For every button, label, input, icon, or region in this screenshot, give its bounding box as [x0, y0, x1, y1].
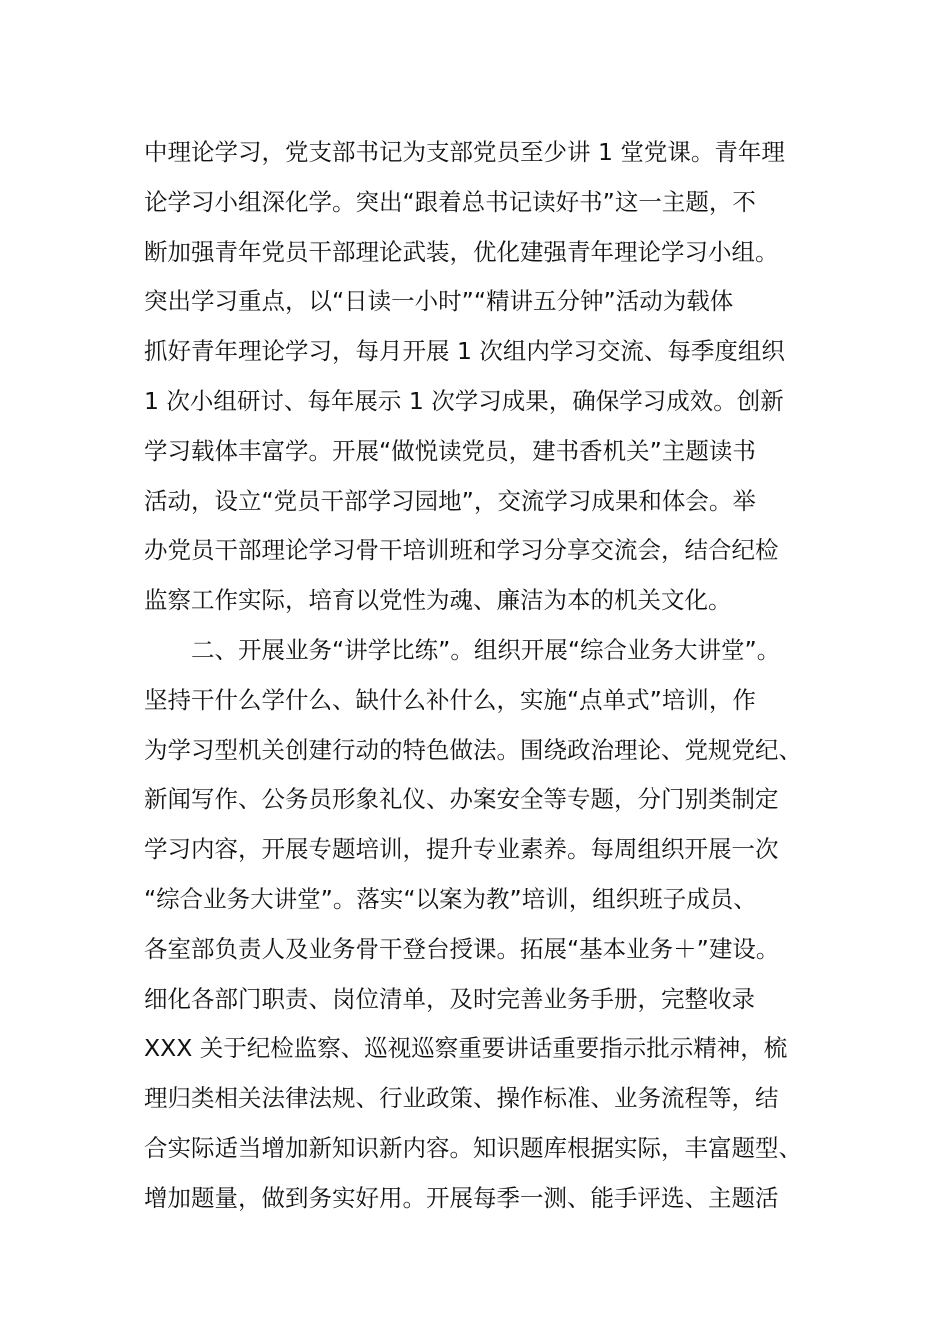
- text-line: 中理论学习，党支部书记为支部党员至少讲 1 堂党课。青年理: [144, 138, 785, 166]
- text-line: 细化各部门职责、岗位清单，及时完善业务手册，完整收录: [144, 984, 755, 1013]
- text-line: 抓好青年理论学习，每月开展 1 次组内学习交流、每季度组织: [144, 337, 785, 366]
- document-body: [144, 128, 834, 1224]
- text-line: 学习载体丰富学。开展“做悦读党员，建书香机关”主题读书: [144, 436, 756, 465]
- text-line: 学习内容，开展专题培训，提升专业素养。每周组织开展一次: [144, 835, 779, 864]
- text-line: XXX 关于纪检监察、巡视巡察重要讲话重要指示批示精神，梳: [144, 1034, 788, 1063]
- text-line: 坚持干什么学什么、缺什么补什么，实施“点单式”培训，作: [144, 685, 756, 714]
- text-line: 突出学习重点，以“日读一小时”“精讲五分钟”活动为载体: [144, 287, 734, 316]
- text-line: 理归类相关法律法规、行业政策、操作标准、业务流程等，结: [144, 1084, 779, 1113]
- text-line: 活动，设立“党员干部学习园地”，交流学习成果和体会。举: [144, 486, 756, 515]
- section-heading-line: 二、开展业务“讲学比练”。组织开展“综合业务大讲堂”。: [191, 635, 781, 664]
- text-line: “综合业务大讲堂”。落实“以案为教”培训，组织班子成员、: [144, 884, 757, 913]
- text-line: 合实际适当增加新知识新内容。知识题库根据实际，丰富题型、: [144, 1133, 802, 1162]
- text-line: 办党员干部理论学习骨干培训班和学习分享交流会，结合纪检: [144, 536, 779, 565]
- text-line: 监察工作实际，培育以党性为魂、廉洁为本的机关文化。: [144, 586, 732, 615]
- text-line: 1 次小组研讨、每年展示 1 次学习成果，确保学习成效。创新: [144, 386, 784, 415]
- text-line: 断加强青年党员干部理论武装，优化建强青年理论学习小组。: [144, 237, 779, 266]
- text-line: 为学习型机关创建行动的特色做法。围绕政治理论、党规党纪、: [144, 735, 802, 764]
- text-line: 新闻写作、公务员形象礼仪、办案安全等专题，分门别类制定: [144, 785, 779, 814]
- text-line: 增加题量，做到务实好用。开展每季一测、能手评选、主题活: [144, 1183, 779, 1212]
- text-line: 各室部负责人及业务骨干登台授课。拓展“基本业务＋”建设。: [144, 934, 780, 963]
- text-line: 论学习小组深化学。突出“跟着总书记读好书”这一主题，不: [144, 187, 756, 216]
